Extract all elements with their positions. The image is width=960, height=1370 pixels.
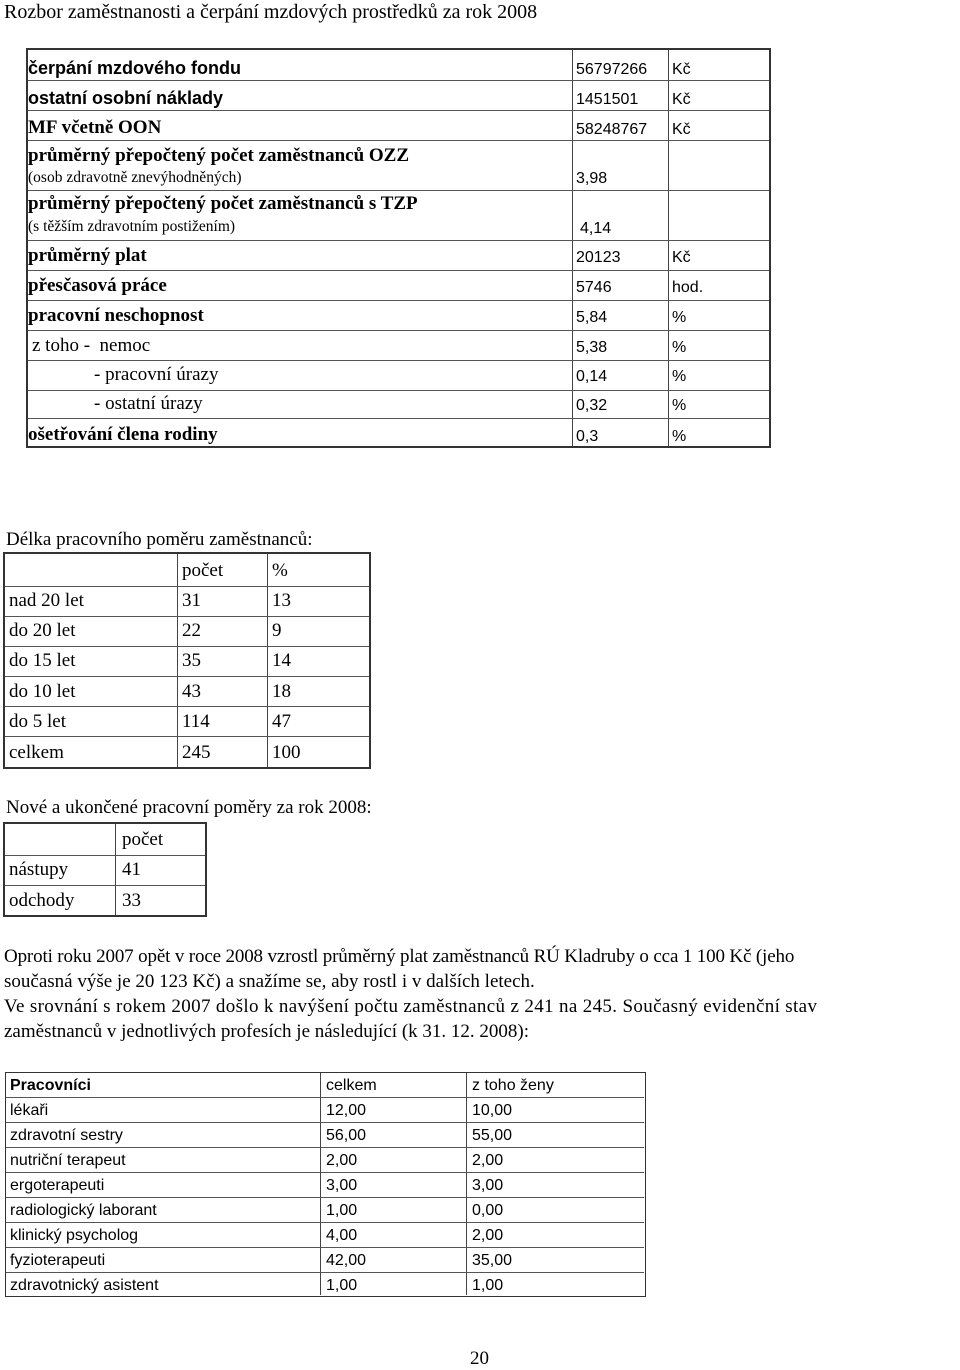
staff-header-women: z toho ženy: [472, 1077, 554, 1094]
duration-row-pct: 18: [272, 681, 291, 702]
staff-row-total: 4,00: [326, 1227, 358, 1244]
summary-value-family-care: 0,3: [576, 428, 599, 445]
summary-value-work-injury: 0,14: [576, 368, 608, 385]
staff-row-women: 35,00: [472, 1252, 513, 1269]
summary-unit-sick-leave: %: [672, 309, 687, 326]
duration-row-pct: 100: [272, 742, 301, 763]
summary-value-tzp: 4,14: [580, 220, 612, 237]
staff-row-total: 12,00: [326, 1102, 367, 1119]
duration-row-pct: 14: [272, 650, 291, 671]
summary-label-tzp: průměrný přepočtený počet zaměstnanců s TZP: [28, 193, 418, 214]
duration-row-count: 35: [182, 650, 201, 671]
staff-row-women: 1,00: [472, 1277, 504, 1294]
duration-row-count: 43: [182, 681, 201, 702]
newjobs-row-label: nástupy: [9, 859, 69, 880]
summary-value-avg-salary: 20123: [576, 249, 621, 266]
staff-header-profession: Pracovníci: [10, 1077, 91, 1094]
newjobs-row-label: odchody: [9, 890, 75, 911]
staff-row-total: 3,00: [326, 1177, 358, 1194]
staff-row-profession: zdravotnický asistent: [10, 1277, 159, 1294]
staff-table: [5, 1072, 646, 1297]
summary-unit-other-costs: Kč: [672, 91, 691, 108]
newjobs-col-count: počet: [122, 829, 164, 850]
summary-value-mf-oon: 58248767: [576, 121, 648, 138]
duration-row-label: do 5 let: [9, 711, 66, 732]
staff-row-women: 0,00: [472, 1202, 504, 1219]
staff-row-total: 56,00: [326, 1127, 367, 1144]
staff-row-total: 42,00: [326, 1252, 367, 1269]
summary-label-overtime: přesčasová práce: [28, 275, 167, 296]
paragraph-line: Oproti roku 2007 opět v roce 2008 vzrostl průměrný plat zaměstnanců RÚ Kladruby o cca 1 100 Kč (jeho: [4, 946, 795, 967]
newjobs-row-count: 41: [122, 859, 141, 880]
summary-label-work-injury: - pracovní úrazy: [94, 364, 219, 385]
staff-row-profession: zdravotní sestry: [10, 1127, 123, 1144]
staff-row-women: 2,00: [472, 1227, 504, 1244]
summary-unit-overtime: hod.: [672, 279, 704, 296]
duration-row-pct: 13: [272, 590, 291, 611]
summary-unit-avg-salary: Kč: [672, 249, 691, 266]
summary-unit-wage-fund: Kč: [672, 61, 691, 78]
newjobs-heading: Nové a ukončené pracovní poměry za rok 2008:: [6, 797, 372, 818]
summary-unit-illness: %: [672, 339, 687, 356]
newjobs-row-count: 33: [122, 890, 141, 911]
duration-row-count: 22: [182, 620, 201, 641]
summary-value-illness: 5,38: [576, 339, 608, 356]
duration-row-count: 31: [182, 590, 201, 611]
duration-row-label: do 10 let: [9, 681, 76, 702]
staff-header-total: celkem: [326, 1077, 377, 1094]
body-paragraph: [4, 944, 960, 1044]
summary-unit-mf-oon: Kč: [672, 121, 691, 138]
summary-value-overtime: 5746: [576, 279, 612, 296]
summary-unit-family-care: %: [672, 428, 687, 445]
page-number: 20: [470, 1348, 489, 1369]
summary-label-wage-fund: čerpání mzdového fondu: [28, 58, 242, 78]
duration-row-label: nad 20 let: [9, 590, 84, 611]
summary-sub-tzp: (s těžším zdravotním postižením): [28, 218, 236, 235]
duration-row-label: do 20 let: [9, 620, 76, 641]
duration-row-label: celkem: [9, 742, 64, 763]
summary-value-wage-fund: 56797266: [576, 61, 648, 78]
duration-row-pct: 9: [272, 620, 282, 641]
summary-label-family-care: ošetřování člena rodiny: [28, 424, 218, 445]
staff-row-profession: radiologický laborant: [10, 1202, 157, 1219]
summary-value-other-costs: 1451501: [576, 91, 639, 108]
duration-row-count: 245: [182, 742, 211, 763]
staff-row-profession: ergoterapeuti: [10, 1177, 105, 1194]
staff-row-women: 55,00: [472, 1127, 513, 1144]
summary-value-sick-leave: 5,84: [576, 309, 608, 326]
summary-label-sick-leave: pracovní neschopnost: [28, 305, 204, 326]
staff-row-profession: nutriční terapeut: [10, 1152, 126, 1169]
summary-unit-work-injury: %: [672, 368, 687, 385]
staff-row-women: 2,00: [472, 1152, 504, 1169]
summary-value-other-injury: 0,32: [576, 397, 608, 414]
staff-row-women: 10,00: [472, 1102, 513, 1119]
paragraph-line: současná výše je 20 123 Kč) a snažíme se, aby rostl i v dalších letech.: [4, 971, 535, 992]
duration-row-count: 114: [182, 711, 210, 732]
paragraph-line: zaměstnanců v jednotlivých profesích je následující (k 31. 12. 2008):: [4, 1021, 529, 1042]
staff-row-profession: fyzioterapeuti: [10, 1252, 106, 1269]
duration-row-label: do 15 let: [9, 650, 76, 671]
summary-label-avg-salary: průměrný plat: [28, 245, 147, 266]
summary-label-other-injury: - ostatní úrazy: [94, 393, 203, 414]
duration-row-pct: 47: [272, 711, 291, 732]
summary-label-ozz: průměrný přepočtený počet zaměstnanců OZZ: [28, 145, 410, 166]
summary-value-ozz: 3,98: [576, 170, 608, 187]
staff-row-total: 1,00: [326, 1277, 358, 1294]
staff-row-women: 3,00: [472, 1177, 504, 1194]
staff-row-total: 1,00: [326, 1202, 358, 1219]
summary-label-illness: z toho - nemoc: [32, 335, 151, 356]
summary-sub-ozz: (osob zdravotně znevýhodněných): [28, 169, 242, 186]
duration-col-pct: %: [272, 560, 288, 581]
page-title: Rozbor zaměstnanosti a čerpání mzdových prostředků za rok 2008: [4, 1, 538, 23]
paragraph-line: Ve srovnání s rokem 2007 došlo k navýšení počtu zaměstnanců z 241 na 245. Současný evidenční stav: [4, 996, 818, 1017]
summary-label-other-costs: ostatní osobní náklady: [28, 88, 224, 108]
staff-row-profession: klinický psycholog: [10, 1227, 139, 1244]
summary-table: [26, 48, 771, 448]
duration-heading: Délka pracovního poměru zaměstnanců:: [6, 529, 313, 550]
staff-row-total: 2,00: [326, 1152, 358, 1169]
summary-unit-other-injury: %: [672, 397, 687, 414]
staff-row-profession: lékaři: [10, 1102, 49, 1119]
duration-col-count: počet: [182, 560, 224, 581]
summary-label-mf-oon: MF včetně OON: [28, 117, 162, 138]
